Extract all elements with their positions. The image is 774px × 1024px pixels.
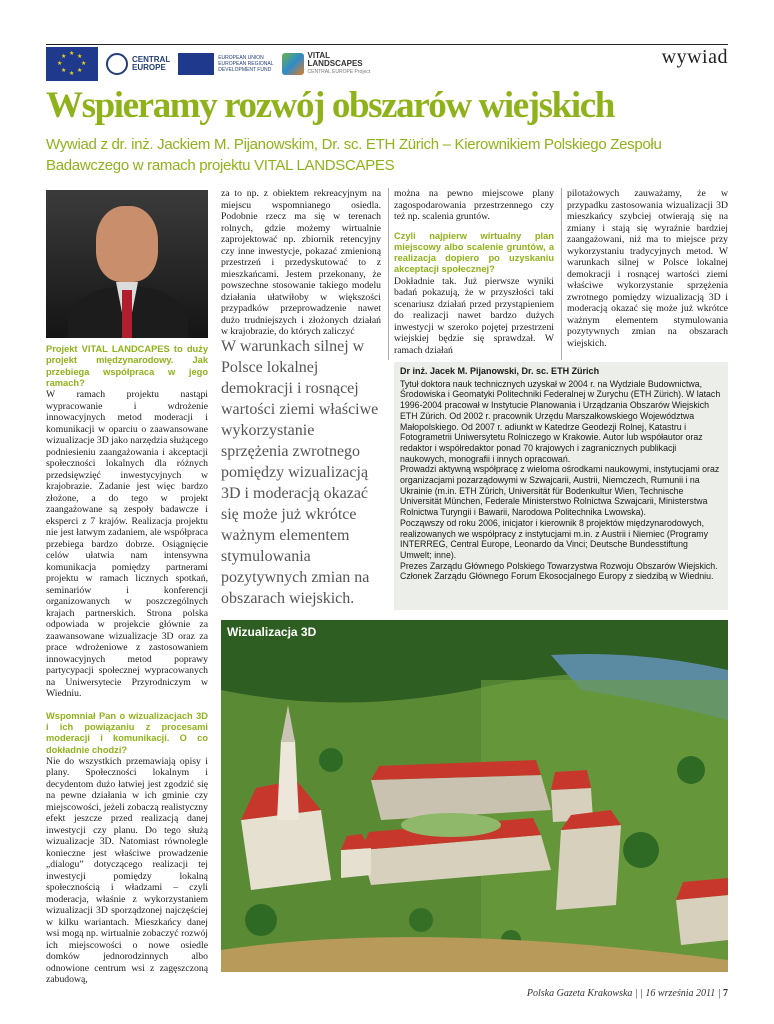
- sponsor-logos: [46, 46, 370, 82]
- column-1: [46, 344, 208, 994]
- erdf-flag-icon: [178, 53, 214, 75]
- bio-paragraph: Prowadzi aktywną współpracę z wieloma ośrodkami naukowymi, instytucjami oraz organizacjami pozarządowymi w Szwajcarii, Austrii, Niemczech, Rumunii i na Ukrainie (m.in. ETH Zürich, Universität für Bodenkultur Wien, Technische Universität München, Federale Ministerstwo Rolnictwa Szwajcarii, Ministerstwa Rolnictwa Turyngii i Bawarii, Narodowa Politechnika Lwowska).: [400, 464, 720, 518]
- vital-line1: VITAL: [307, 51, 331, 60]
- render-label: Wizualizacja 3D: [227, 625, 317, 639]
- photo-face: [96, 206, 158, 282]
- photo-tie: [122, 290, 132, 338]
- column-3-start: można na pewno miejscowe plany zagospodarowania przestrzennego czy też np. scalenia gruntów.: [394, 188, 554, 222]
- central-europe-line1: CENTRAL: [132, 55, 171, 64]
- eu-text-line1: EUROPEAN UNION: [218, 55, 264, 61]
- central-europe-logo: [106, 51, 170, 77]
- bio-box: [394, 362, 728, 610]
- bio-title: Dr inż. Jacek M. Pijanowski, Dr. sc. ETH Zürich: [400, 366, 600, 376]
- question-2: Wspomniał Pan o wizualizacjach 3D i ich powiązaniu z procesami moderacji i komunikacji. O co dokładnie chodzi?: [46, 710, 208, 755]
- column-4-text: pilotażowych zauważamy, że w przypadku zastosowania wizualizacji 3D mieszkańcy szybciej otwierają się na zmiany i stają się wyraźnie bardziej zaangażowani, niż ma to miejsce przy wykorzystaniu tradycyjnych metod. W warunkach silnej w Polsce lokalnej demokracji i rosnącej wartości ziemi właściwe wykorzystanie sprzężenia zwrotnego pomiędzy wizualizacją 3D i moderacją okazać się może już wkrótce ważnym elementem stymulowania pozytywnych zmian na obszarach wiejskich.: [567, 188, 728, 349]
- interviewee-photo: [46, 190, 208, 338]
- bio-paragraph: Tytuł doktora nauk technicznych uzyskał w 2004 r. na Wydziale Budownictwa, Środowiska i Geomatyki Politechniki Federalnej w Zurychu (ETH Zürich). W latach 1996-2004 pracował w Instytucie Planowania i Urządzania Obszarów Wiejskich ETH Zürich. Od 2002 r. pracownik Urzędu Marszałkowskiego Województwa Małopolskiego. Od 2007 r. adiunkt w Katedrze Geodezji Rolnej, Katastru i Fotogrametrii Uniwersytetu Rolniczego w Krakowie. Autor lub współautor oraz redaktor i współredaktor ponad 70 krajowych i zagranicznych publikacji naukowych, monografii i innych opracowań.: [400, 378, 721, 464]
- answer-3: Dokładnie tak. Już pierwsze wyniki badań pokazują, że w przyszłości taki scenariusz działań przed przystąpieniem do realizacji nawet bardzo dużych inwestycji w szeroko pojętej przestrzeni wiejskiej będzie się sprawdzał. W ramach działań: [394, 275, 554, 356]
- eu-text-line2: EUROPEAN REGIONAL: [218, 61, 274, 67]
- page-footer: Polska Gazeta Krakowska | | 16 września 2011 | 7: [526, 988, 728, 999]
- central-europe-line2: EUROPE: [132, 63, 166, 72]
- pull-quote: W warunkach silnej w Polsce lokalnej demokracji i rosnącej wartości ziemi właściwe wykorzystanie sprzężenia zwrotnego pomiędzy wizualizacją 3D i moderacją okazać się może już wkrótce ważnym elementem stymulowania pozytywnych zmian na obszarach wiejskich.: [221, 338, 379, 607]
- bio-paragraph: Prezes Zarządu Głównego Polskiego Towarzystwa Rozwoju Obszarów Wiejskich. Członek Zarządu Głównego Forum Ekosocjalnego Europy z siedzibą w Wiedniu.: [400, 560, 718, 582]
- column-divider: [388, 188, 389, 360]
- top-rule: [46, 44, 728, 45]
- visualization-3d-image: [221, 620, 728, 972]
- vital-line3: CENTRAL EUROPE Project: [307, 69, 371, 75]
- column-4: [567, 188, 728, 357]
- column-divider: [561, 188, 562, 360]
- page-number: 7: [723, 988, 728, 999]
- footer-separator: | |: [634, 988, 643, 999]
- eu-text-line3: DEVELOPMENT FUND: [218, 67, 272, 73]
- village-render-illustration: [221, 620, 728, 972]
- question-3: Czyli najpierw wirtualny plan miejscowy albo scalenie gruntów, a realizacja dopiero po uzyskaniu akceptacji społecznej?: [394, 230, 554, 275]
- footer-date: 16 września 2011: [645, 988, 716, 999]
- vital-landscapes-mark-icon: [282, 53, 304, 75]
- vital-landscapes-logo: [282, 51, 371, 77]
- column-3: [394, 188, 554, 364]
- column-2: [221, 188, 381, 346]
- answer-1: W ramach projektu nastąpi wypracowanie i wdrożenie innowacyjnych metod moderacji i komunikacji w oparciu o zaawansowane wizualizacje 3D jako narzędzia służącego podniesieniu zaangażowania i akceptacji społeczności lokalnych dla różnych przedsięwzięć inwestycyjnych w krajobrazie. Zadanie jest więc bardzo złożone, a do tego w projekt zaangażowane są zespoły badawcze i eksperci z 7 krajów. Realizacja projektu nie jest łatwym zadaniem, ale współpraca przebiega bardzo dobrze. Osiągnięcie celów ułatwia nam intensywna komunikacja pomiędzy partnerami projektu w ramach licznych spotkań, seminariów i konferencji organizowanych w poszczególnych krajach partnerskich. Strona polska odpowiada w projekcie głównie za zaawansowane wizualizacje 3D oraz za prace wdrożeniowe z zastosowaniem innowacyjnych metod poprawy partycypacji społecznej wypracowanych na Uniwersytecie Przyrodniczym w Wiedniu.: [46, 389, 208, 700]
- central-europe-mark-icon: [106, 53, 128, 75]
- publication-name: Polska Gazeta Krakowska: [526, 988, 633, 999]
- column-2-text: za to np. z obiektem rekreacyjnym na miejscu wspomnianego osiedla. Podobnie rzecz ma się w terenach rolnych, gdzie możemy wirtualnie zaprojektować np. zbiornik retencyjny czy inne inwestycje, pokazać zmienioną przestrzeń i przedyskutować to z mieszkańcami. Jestem przekonany, że powszechne stosowanie takiego modelu działania ułatwiłoby w większości przypadków przeprowadzenie nawet dużo trudniejszych i złożonych działań w krajobrazie, do których zaliczyć: [221, 188, 381, 337]
- headline: Wspieramy rozwój obszarów wiejskich: [46, 85, 614, 126]
- vital-line2: LANDSCAPES: [307, 59, 363, 68]
- bio-paragraph: Począwszy od roku 2006, inicjator i kierownik 8 projektów międzynarodowych, realizowanych we współpracy z instytucjami m.in. z Austrii i Niemiec (Programy INTERREG, Central Europe, Leonardo da Vinci; Deutsche Bundesstiftung Umwelt; inne).: [400, 517, 708, 560]
- question-1: Projekt VITAL LANDCAPES to duży projekt międzynarodowy. Jak przebiega współpraca w jego ramach?: [46, 344, 208, 388]
- answer-2: Nie do wszystkich przemawiają opisy i plany. Społeczności lokalnym i decydentom dużo łatwiej jest zgodzić się na pewne działania w ich gminie czy miejscowości, jeżeli zobaczą realistyczny efekt jeszcze przed realizacją danej inwestycji czy planu. Do tego służą wizualizacje 3D. Natomiast równolegle konieczne jest właściwe prowadzenie „dialogu” dotyczącego realizacji tej inwestycji pomiędzy lokalną społecznością i władzami – czyli moderacja, właśnie z wykorzystaniem wizualizacji 3D sporządzonej najczęściej w kilku wariantach. Mieszkańcy danej wsi mogą np. wirtualnie zobaczyć rozwój ich miejscowości o nowe osiedle domków jednorodzinnych albo odnowione centrum wsi z zagęszczoną zabudową,: [46, 755, 208, 986]
- subhead: Wywiad z dr. inż. Jackiem M. Pijanowskim, Dr. sc. ETH Zürich – Kierownikiem Polskiego Zespołu Badawczego w ramach projektu VITAL LANDSCAPES: [46, 136, 662, 174]
- eu-flag-icon: ★ ★ ★ ★ ★ ★ ★ ★: [46, 47, 98, 81]
- section-label: wywiad: [661, 46, 728, 68]
- erdf-logo: [178, 51, 273, 77]
